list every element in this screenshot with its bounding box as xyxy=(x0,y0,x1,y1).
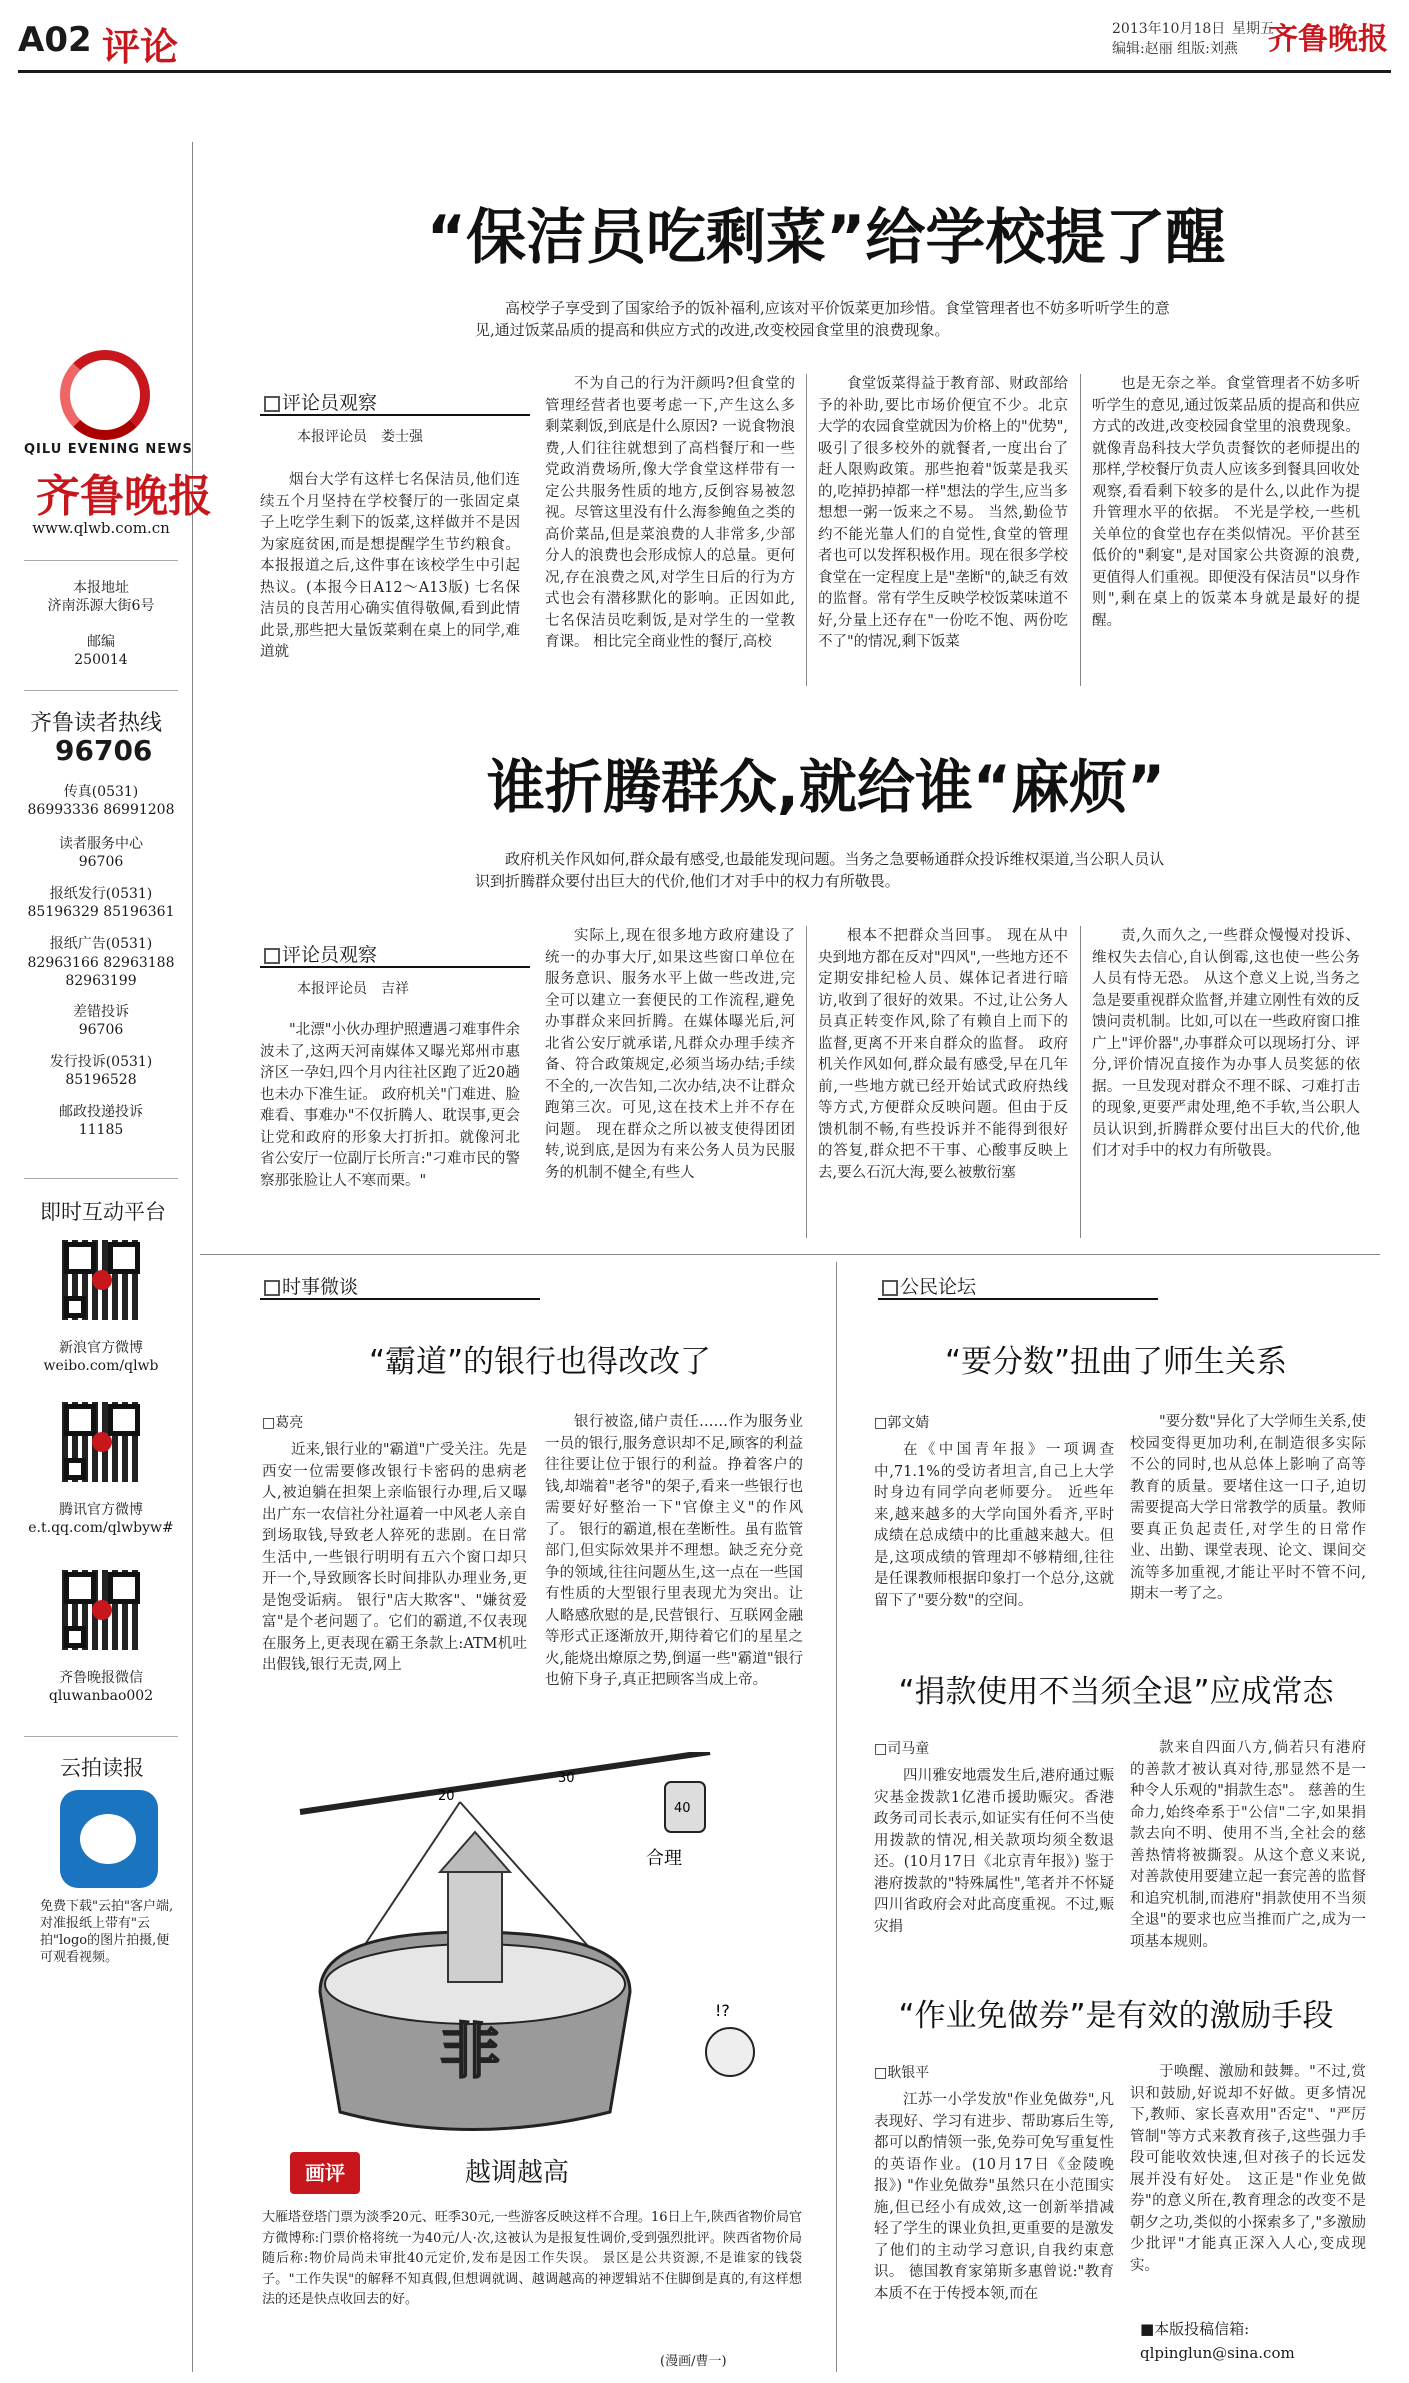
qr-name: 腾讯官方微博 xyxy=(59,1502,143,1518)
article2-lead: 政府机关作风如何,群众最有感受,也最能发现问题。当务之急要畅通群众投诉维权渠道,当公职人员认识到折腾群众要付出巨大的代价,他们才对手中的权力有所敬畏。 xyxy=(475,850,1165,890)
article3-author: □葛亮 xyxy=(262,1415,304,1431)
qr-code-icon[interactable] xyxy=(62,1240,142,1320)
contact-label: 传真(0531) xyxy=(63,784,139,800)
qr-code-icon[interactable] xyxy=(62,1402,142,1482)
article3-title: “霸道”的银行也得改改了 xyxy=(368,1344,712,1380)
editors: 编辑:赵丽 组版:刘燕 xyxy=(1112,41,1238,57)
column-rule xyxy=(836,1262,837,2372)
article1-tag: 评论员观察 xyxy=(260,388,530,416)
article4-col1: 在《中国青年报》一项调查中,71.1%的受访者坦言,自己上大学时身边有同学向老师要分。 近些年来,越来越多的大学向国外看齐,平时成绩在总成绩中的比重越来越大。但是,这项成绩的管理却不够精细,往往是任课教师根据印象打一个总分,这就留下了"要分数"的空间。 xyxy=(874,1442,1114,1609)
contact-value: 96706 xyxy=(78,854,124,870)
qr-name: 齐鲁晚报微信 xyxy=(59,1670,143,1686)
interactive-label: 即时互动平台 xyxy=(40,1200,166,1224)
price-mark: 30 xyxy=(558,1771,575,1786)
tourist-figure xyxy=(706,2028,754,2076)
brand-en: QILU EVENING NEWS xyxy=(24,442,193,457)
article1-byline: 本报评论员 娄士强 xyxy=(297,429,423,445)
article2-tag: 评论员观察 xyxy=(260,940,530,968)
contact-label: 报纸发行(0531) xyxy=(49,886,153,902)
address: 济南泺源大街6号 xyxy=(47,598,155,614)
hotline-number: 96706 xyxy=(55,734,153,767)
column-rule xyxy=(806,926,807,1238)
price-mark: 20 xyxy=(438,1789,455,1804)
page-code: A02 xyxy=(18,20,92,60)
qr-name: 新浪官方微博 xyxy=(59,1340,143,1356)
balance-beam xyxy=(300,1752,710,1812)
cartoon-caption: 大雁塔登塔门票为淡季20元、旺季30元,一些游客反映这样不合理。16日上午,陕西省物价局官方微博称:门票价格将统一为40元/人·次,这被认为是报复性调价,受到强烈批评。陕西省物价局随后称:物价局尚未审批40元定价,发布是因工作失误。 景区是公共资源,不是谁家的钱袋子。"工作失误"的解释不知真假,但想调就调、越调越高的神逻辑站不住脚倒是真的,有这样想法的还是快点收回去的好。 xyxy=(262,2210,802,2307)
issue-date: 2013年10月18日 xyxy=(1112,21,1226,37)
newspaper-logo-icon xyxy=(60,350,150,440)
column-rule xyxy=(1080,926,1081,1238)
article3-col2: 银行被盗,储户责任……作为服务业一员的银行,服务意识却不足,顾客的利益往往要让位于银行的利益。挣着客户的钱,却端着"老爷"的架子,看来一些银行也需要好好整治一下"官僚主义"的作风了。 银行的霸道,根在垄断性。虽有监管部门,但实际效果并不理想。缺乏充分竞争的领域,往往问题丛生,这一点在一些国有性质的大型银行里表现尤为突出。让人略感欣慰的是,民营银行、互联网金融等形式正逐渐放开,期待着它们的星星之火,能烧出燎原之势,倒逼一些"霸道"银行也俯下身子,真正把顾客当成上帝。 xyxy=(545,1414,803,1688)
article6-author: □耿银平 xyxy=(874,2065,930,2081)
contact-label: 读者服务中心 xyxy=(59,836,143,852)
article2-col1: "北漂"小伙办理护照遭遇刁难事件余波未了,这两天河南媒体又曝光郑州市惠济区一孕妇,四个月内往社区跑了近20趟也未办下准生证。 政府机关"门难进、脸难看、事难办"不仅折腾人、耽误事,更会让党和政府的形象大打折扣。就像河北省公安厅一位副厅长所言:"刁难市民的警察那张脸让人不寒而栗。" xyxy=(260,1022,520,1189)
price-mark: 40 xyxy=(674,1801,691,1816)
qr-account: qluwanbao002 xyxy=(48,1688,154,1704)
article2-col4: 责,久而久之,一些群众慢慢对投诉、维权失去信心,自认倒霉,这也使一些公务人员有恃无恐。 从这个意义上说,当务之急是要重视群众监督,并建立刚性有效的反馈问责机制。比如,可以在一些政府窗口推广上"评价器",办事群众可以现场打分、评分,评价情况直接作为办事人员奖惩的依据。一旦发现对群众不理不睬、刁难打击的现象,更要严肃处理,绝不手软,当公职人员认识到,折腾群众要付出巨大的代价,他们才对手中的权力有所敬畏。 xyxy=(1092,928,1360,1159)
article2-col2: 实际上,现在很多地方政府建设了统一的办事大厅,如果这些窗口单位在服务意识、服务水平上做一些改进,完全可以建立一套便民的工作流程,避免办事群众来回折腾。在媒体曝光后,河北省公安厅就承诺,凡群众办理手续齐备、符合政策规定,必须当场办结;手续不全的,一次告知,二次办结,决不让群众跑第三次。可见,这在技术上并不存在问题。 现在群众之所以被支使得团团转,说到底,是因为有来公务人员为民服务的机制不健全,有些人 xyxy=(545,928,795,1181)
article3-tag: 时事微谈 xyxy=(260,1272,540,1300)
address-label: 本报地址 xyxy=(73,580,129,596)
article6-title: “作业免做券”是有效的激励手段 xyxy=(898,1998,1334,2034)
divider xyxy=(24,1736,178,1737)
pagoda-icon xyxy=(448,1872,502,1982)
article6-col2: 于唤醒、激励和鼓舞。"不过,赏识和鼓励,好说却不好做。更多情况下,教师、家长喜欢用"否定"、"严厉管制"等方式来教育孩子,这些强力手段可能收效快速,但对孩子的长远发展并没有好处。 这正是"作业免做券"的意义所在,教育理念的改变不是朝夕之功,类似的小探索多了,"多激励少批评"才能真正深入人心,变成现实。 xyxy=(1130,2064,1366,2274)
contact-label: 报纸广告(0531) xyxy=(49,936,153,952)
hotline-label: 齐鲁读者热线 xyxy=(30,711,163,736)
article1-lead: 高校学子享受到了国家给予的饭补福利,应该对平价饭菜更加珍惜。食堂管理者也不妨多听听学生的意见,通过饭菜品质的提高和供应方式的改进,改变校园食堂里的浪费现象。 xyxy=(475,299,1170,339)
article5-col1: 四川雅安地震发生后,港府通过赈灾基金拨款1亿港币援助赈灾。香港政务司司长表示,如证实有任何不当使用拨款的情况,相关款项均须全数退还。(10月17日《北京青年报》) 鉴于港府拨款的"特殊属性",笔者并不怀疑四川省政府会对此高度重视。不过,赈灾捐 xyxy=(874,1768,1114,1935)
contact-value: 85196528 xyxy=(65,1072,137,1088)
contact-label: 发行投诉(0531) xyxy=(49,1054,153,1070)
article1-col3: 食堂饭菜得益于教育部、财政部给予的补助,要比市场价便宜不少。北京大学的农园食堂就因为价格上的"优势",吸引了很多校外的就餐者,一度出台了赶人限购政策。那些抱着"饭菜是我买的,吃掉扔掉都一样"想法的学生,应当多想想一粥一饭来之不易。 当然,勤俭节约不能光靠人们的自觉性,食堂的管理者也可以发挥积极作用。现在很多学校食堂在一定程度上是"垄断"的,缺乏有效的监督。常有学生反映学校饭菜味道不好,分量上还存在"一份吃不饱、两份吃不了"的情况,剩下饭菜 xyxy=(818,376,1068,650)
contact-label: 邮政投递投诉 xyxy=(59,1104,143,1120)
cloud-label: 云拍读报 xyxy=(60,1756,144,1780)
svg-text:!?: !? xyxy=(715,2001,730,2020)
cloud-app-icon[interactable] xyxy=(60,1790,158,1888)
divider xyxy=(24,1178,178,1179)
article5-author: □司马童 xyxy=(874,1741,930,1757)
submit-email[interactable]: qlpinglun@sina.com xyxy=(1140,2344,1295,2362)
article6-col1: 江苏一小学发放"作业免做券",凡表现好、学习有进步、帮助寡后生等,都可以酌情领一张,免券可免写重复性的英语作业。(10月17日《金陵晚报》) "作业免做券"虽然只在小范围实施,但已经小有成效,这一创新举措减轻了学生的课业负担,更重要的是激发了他们的主动学习意识,自我约束意识。 德国教育家第斯多惠曾说:"教育本质不在于传授本领,而在 xyxy=(874,2092,1114,2302)
contact-value: 11185 xyxy=(78,1122,124,1138)
cartoon-title: 越调越高 xyxy=(465,2158,570,2188)
contact-value: 86993336 86991208 xyxy=(27,802,175,818)
column-rule xyxy=(806,374,807,686)
heal-label: 合理 xyxy=(646,1848,682,1869)
article1-col1: 烟台大学有这样七名保洁员,他们连续五个月坚持在学校餐厅的一张固定桌子上吃学生剩下的饭菜,这样做并不是因为家庭贫困,而是想提醒学生节约粮食。本报报道之后,这件事在该校学生中引起热议。(本报今日A12～A13版) 七名保洁员的良苦用心确实值得敬佩,看到此情此景,那些把大量饭菜剩在桌上的同学,难道就 xyxy=(260,472,520,660)
postcode: 250014 xyxy=(74,652,128,668)
article2-col3: 根本不把群众当回事。 现在从中央到地方都在反对"四风",一些地方还不定期安排纪检人员、媒体记者进行暗访,收到了很好的效果。不过,让公务人员真正转变作风,除了有赖自上而下的监督,更离不开来自群众的监督。 政府机关作风如何,群众最有感受,早在几年前,一些地方就已经开始试式政府热线等方式,方便群众反映问题。但由于反馈机制不畅,有些投诉并不能得到很好的答复,群众把不干事、心酸事反映上去,要么石沉大海,要么被敷衍塞 xyxy=(818,928,1068,1181)
bowl-banner: 非 xyxy=(440,2017,500,2087)
website-link[interactable]: www.qlwb.com.cn xyxy=(32,519,170,537)
divider xyxy=(24,560,178,561)
column-rule xyxy=(1080,374,1081,686)
contact-value: 85196329 85196361 xyxy=(27,904,175,920)
header-brand-logo: 齐鲁晚报 xyxy=(1268,22,1388,57)
article2-byline: 本报评论员 吉祥 xyxy=(297,981,409,997)
article4-tag: 公民论坛 xyxy=(878,1272,1158,1300)
qr-code-icon[interactable] xyxy=(62,1570,142,1650)
cartoon-label: 画评 xyxy=(290,2152,360,2194)
divider xyxy=(24,690,178,691)
postcode-label: 邮编 xyxy=(87,634,115,650)
article5-col2: 款来自四面八方,倘若只有港府的善款才被认真对待,那显然不是一种令人乐观的"捐款生态"。 慈善的生命力,始终牵系于"公信"二字,如果捐款去向不明、使用不当,全社会的慈善热情将被撕裂。从这个意义来说,对善款使用要建立起一套完善的监督和追究机制,而港府"捐款使用不当须全退"的要求也应当推而广之,成为一项基本规则。 xyxy=(1130,1740,1366,1950)
article4-col2: "要分数"异化了大学师生关系,使校园变得更加功利,在制造很多实际不公的同时,也从总体上影响了高等教育的质量。要堵住这一口子,迫切需要提高大学日常教学的质量。教师要真正负起责任,对学生的日常作业、出勤、课堂表现、论文、课间交流等多加重视,才能让平时不管不问,期末一考了之。 xyxy=(1130,1414,1366,1602)
contact-label: 差错投诉 xyxy=(73,1004,129,1020)
section-title: 评论 xyxy=(102,25,179,69)
cartoon-credit: (漫画/曹一) xyxy=(660,2354,727,2369)
article4-author: □郭文婧 xyxy=(874,1415,930,1431)
article2-title: 谁折腾群众,就给谁“麻烦” xyxy=(486,753,1166,821)
contact-value: 82963166 82963188 82963199 xyxy=(27,955,175,989)
cloud-text: 免费下载"云拍"客户端,对准报纸上带有"云拍"logo的图片拍摄,便可观看视频。 xyxy=(40,1899,174,1965)
brand-cn: 齐鲁晚报 xyxy=(36,471,212,522)
cartoon-illustration xyxy=(260,1752,820,2147)
article4-title: “要分数”扭曲了师生关系 xyxy=(944,1344,1288,1380)
submit-label: ■本版投稿信箱: xyxy=(1140,2320,1250,2338)
issue-weekday: 星期五 xyxy=(1232,21,1274,37)
header-rule xyxy=(18,70,1391,73)
article1-col4: 也是无奈之举。食堂管理者不妨多听听学生的意见,通过饭菜品质的提高和供应方式的改进,改变校园食堂里的浪费现象。就像青岛科技大学负责餐饮的老师提出的那样,学校餐厅负责人应该多到餐具回收处观察,看看剩下较多的是什么,以此作为提升管理水平的依据。 不光是学校,一些机关单位的食堂也存在类似情况。平价甚至低价的"剩宴",是对国家公共资源的浪费,更值得人们重视。即便没有保洁员"以身作则",剩在桌上的饭菜本身就是最好的提醒。 xyxy=(1092,376,1360,629)
qr-account: e.t.qq.com/qlwbyw# xyxy=(28,1520,174,1536)
article1-col2: 不为自己的行为汗颜吗?但食堂的管理经营者也要考虑一下,产生这么多剩菜剩饭,到底是什么原因? 一说食物浪费,人们往往就想到了高档餐厅和一些党政消费场所,像大学食堂这样带有一定公共服务性质的地方,反倒容易被忽视。尽管这里没有什么海参鲍鱼之类的高价菜品,但是菜浪费的人非常多,少部分人的浪费也会形成惊人的总量。更何况,存在浪费之风,对学生日后的行为方式也会有潜移默化的影响。正因如此,七名保洁员吃剩饭,是对学生的一堂教育课。 相比完全商业性的餐厅,高校 xyxy=(545,376,795,650)
section-rule xyxy=(200,1254,1380,1255)
qr-account: weibo.com/qlwb xyxy=(43,1358,159,1374)
article1-title: “保洁员吃剩菜”给学校提了醒 xyxy=(426,203,1226,273)
contact-value: 96706 xyxy=(78,1022,124,1038)
article3-col1: 近来,银行业的"霸道"广受关注。先是西安一位需要修改银行卡密码的患病老人,被迫躺在担架上亲临银行办理,后又曝出广东一农信社分社逼着一中风老人亲自到场取钱,导致老人猝死的悲剧。在日常生活中,一些银行明明有五六个窗口却只开一个,导致顾客长时间排队办理业务,更是饱受诟病。 银行"店大欺客"、"嫌贫爱富"是个老问题了。它们的霸道,不仅表现在服务上,更表现在霸王条款上:ATM机吐出假钱,银行无责,网上 xyxy=(262,1442,527,1673)
article5-title: “捐款使用不当须全退”应成常态 xyxy=(898,1674,1334,1710)
